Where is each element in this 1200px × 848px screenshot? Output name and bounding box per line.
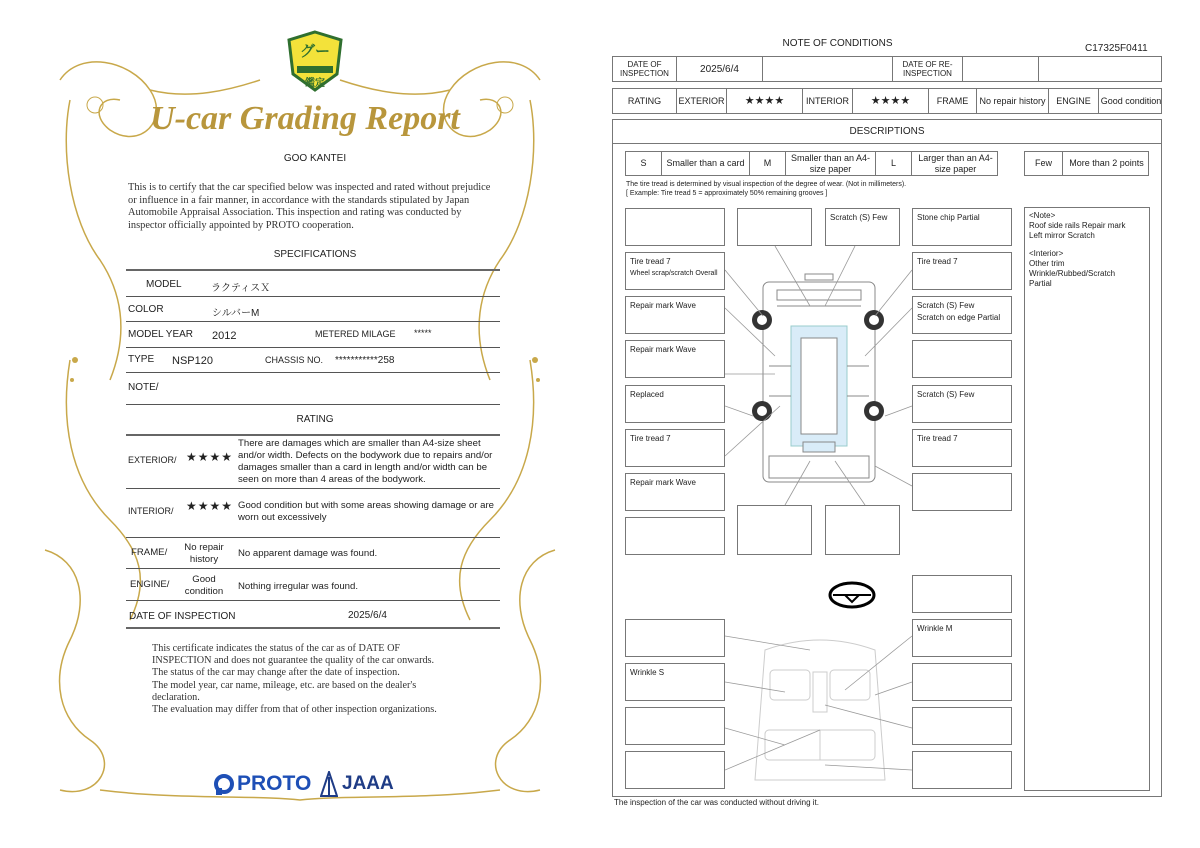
interior-stars: ★★★★ <box>853 89 929 113</box>
proto-text: PROTO <box>237 772 312 795</box>
notes-box <box>1024 207 1150 791</box>
jaaa-logo <box>320 772 394 796</box>
condition-box <box>625 208 725 246</box>
noc-title: NOTE OF CONDITIONS <box>782 38 893 49</box>
footer-line: declaration. <box>152 691 200 703</box>
note-of-conditions <box>600 0 1200 848</box>
condition-box: Repair mark Wave <box>625 473 725 511</box>
engine-description: Nothing irregular was found. <box>238 581 358 592</box>
jaaa-text: JAAA <box>342 773 394 794</box>
condition-box: Scratch (S) Few <box>912 385 1012 423</box>
chassis-label: CHASSIS NO. <box>265 355 324 365</box>
model-year-value: 2012 <box>212 330 237 342</box>
descriptions-heading: DESCRIPTIONS <box>849 126 925 137</box>
date-row <box>612 56 1162 82</box>
exterior-stars: ★★★★ <box>727 89 803 113</box>
condition-box: Tire tread 7 <box>625 429 725 467</box>
model-value: ラクティスＸ <box>211 283 271 294</box>
condition-box: Wrinkle M <box>912 619 1012 657</box>
condition-box <box>625 252 725 290</box>
box-label: Scratch on edge Partial <box>917 313 1001 322</box>
model-year-label: MODEL YEAR <box>128 329 194 340</box>
model-label: MODEL <box>146 279 182 290</box>
legend-l-desc: Larger than an A4-size paper <box>918 152 993 174</box>
condition-box <box>825 505 900 555</box>
note-line: Left mirror Scratch <box>1029 231 1095 240</box>
mileage-label: METERED MILAGE <box>315 329 396 339</box>
condition-box <box>912 751 1012 789</box>
report-title: U-car Grading Report <box>150 100 460 137</box>
legend-few: Few <box>1025 152 1063 175</box>
box-label: Scratch (S) Few <box>917 301 975 310</box>
condition-box <box>625 619 725 657</box>
badge-text-kantei: 鑑定 <box>305 78 325 89</box>
interior-stars: ★★★★ <box>186 499 234 513</box>
color-value: シルバーM <box>212 308 260 319</box>
note-line: <Interior> <box>1029 249 1064 258</box>
condition-box <box>737 505 812 555</box>
interior-label: INTERIOR/ <box>128 506 174 516</box>
condition-box: Stone chip Partial <box>912 208 1012 246</box>
few-legend <box>1024 151 1149 176</box>
note-line: Partial <box>1029 279 1052 288</box>
interior-description: Good condition but with some areas showing damage or are worn out excessively <box>238 500 494 523</box>
type-label: TYPE <box>128 354 155 365</box>
dor-label: DATE OF RE-INSPECTION <box>893 57 963 81</box>
engine-label: ENGINE <box>1049 89 1099 113</box>
box-label: Tire tread 7 <box>630 257 671 266</box>
footer-line: INSPECTION and does not guarantee the quality of the car onwards. <box>152 655 435 667</box>
note-line <box>1029 241 1145 249</box>
tread-note <box>626 180 906 198</box>
footer-line: The model year, car name, mileage, etc. are based on the dealer's <box>152 679 417 691</box>
certificate-footer <box>152 643 492 716</box>
color-label: COLOR <box>128 304 164 315</box>
car-exterior-diagram <box>725 246 915 506</box>
condition-box: Repair mark Wave <box>625 296 725 334</box>
steering-wheel-icon <box>827 580 877 610</box>
note-line: <Note> <box>1029 211 1056 220</box>
condition-box <box>912 707 1012 745</box>
interior-label: INTERIOR <box>803 89 853 113</box>
proto-logo <box>213 772 311 796</box>
note-label: NOTE/ <box>128 382 159 393</box>
report-subtitle: GOO KANTEI <box>283 153 347 164</box>
condition-box <box>625 707 725 745</box>
tread-note-line: [ Example: Tire tread 5 = approximately 50% remaining grooves ] <box>626 190 828 197</box>
exterior-stars: ★★★★ <box>186 450 234 464</box>
legend-m-desc: Smaller than an A4-size paper <box>786 152 876 175</box>
condition-box <box>912 663 1012 701</box>
certify-paragraph: This is to certify that the car specified below was inspected and rated without prejudice or influence in a fair manner, in accordance with the standards stipulated by Japan Automobile Appraisal Association. This inspection and rating was conducted by inspector officially appointed by PROTO cooperation. <box>128 182 491 232</box>
legend-more: More than 2 points <box>1069 158 1144 168</box>
condition-box <box>625 517 725 555</box>
doi-value: 2025/6/4 <box>677 57 763 81</box>
legend-s-desc: Smaller than a card <box>662 152 750 175</box>
inspection-date-label: DATE OF INSPECTION <box>129 611 236 622</box>
chassis-value: ***********258 <box>335 355 395 366</box>
noc-footer: The inspection of the car was conducted without driving it. <box>614 798 819 807</box>
inspection-date-value: 2025/6/4 <box>348 610 387 621</box>
condition-box <box>912 296 1012 334</box>
spec-heading: SPECIFICATIONS <box>273 249 357 260</box>
proto-mark-icon <box>213 773 235 795</box>
legend-l: L <box>876 152 912 175</box>
condition-box <box>912 473 1012 511</box>
exterior-label: EXTERIOR <box>677 89 727 113</box>
note-line: Wrinkle/Rubbed/Scratch <box>1029 269 1116 278</box>
condition-box: Tire tread 7 <box>912 252 1012 290</box>
legend-s: S <box>626 152 662 175</box>
tread-note-line: The tire tread is determined by visual inspection of the degree of wear. (Not in millimeters). <box>626 181 907 188</box>
size-legend <box>625 151 998 176</box>
engine-value: Good condition <box>184 574 224 597</box>
footer-line: The status of the car may change after the date of inspection. <box>152 667 400 679</box>
engine-value: Good condition <box>1100 95 1162 106</box>
condition-box: Repair mark Wave <box>625 340 725 378</box>
noc-code: C17325F0411 <box>1085 43 1148 54</box>
doi-label: DATE OF INSPECTION <box>613 57 677 81</box>
rating-row <box>612 88 1162 114</box>
condition-box: Tire tread 7 <box>912 429 1012 467</box>
box-label: Wheel scrap/scratch Overall <box>630 270 718 277</box>
note-line: Other trim <box>1029 259 1065 268</box>
badge-text-goo: グー <box>299 43 330 60</box>
condition-box <box>912 340 1012 378</box>
rating-label: RATING <box>613 89 677 113</box>
engine-label: ENGINE/ <box>130 579 170 590</box>
legend-m: M <box>750 152 786 175</box>
goo-kantei-badge-icon <box>287 30 343 92</box>
condition-box <box>912 575 1012 613</box>
mileage-value: ***** <box>414 328 432 338</box>
condition-box <box>737 208 812 246</box>
condition-box: Replaced <box>625 385 725 423</box>
frame-value: No repair history <box>977 89 1049 113</box>
footer-line: The evaluation may differ from that of other inspection organizations. <box>152 704 437 716</box>
car-interior-diagram <box>725 630 915 795</box>
exterior-description: There are damages which are smaller than A4-size sheet and/or width. Defects on the bodywork due to repairs and/or damages smaller than a card in length and/or width can be seen on more than 4 areas of the bodywork. <box>238 438 493 485</box>
type-value: NSP120 <box>172 355 213 367</box>
condition-box <box>625 751 725 789</box>
frame-label: FRAME <box>929 89 977 113</box>
exterior-label: EXTERIOR/ <box>128 455 177 465</box>
frame-label: FRAME/ <box>131 547 168 558</box>
condition-box: Wrinkle S <box>625 663 725 701</box>
rating-heading: RATING <box>296 414 334 425</box>
note-line: Roof side rails Repair mark <box>1029 221 1126 230</box>
jaaa-mark-icon <box>320 771 338 797</box>
frame-value: No repair history <box>184 542 224 565</box>
frame-description: No apparent damage was found. <box>238 548 378 559</box>
condition-box: Scratch (S) Few <box>825 208 900 246</box>
footer-line: This certificate indicates the status of the car as of DATE OF <box>152 643 401 654</box>
